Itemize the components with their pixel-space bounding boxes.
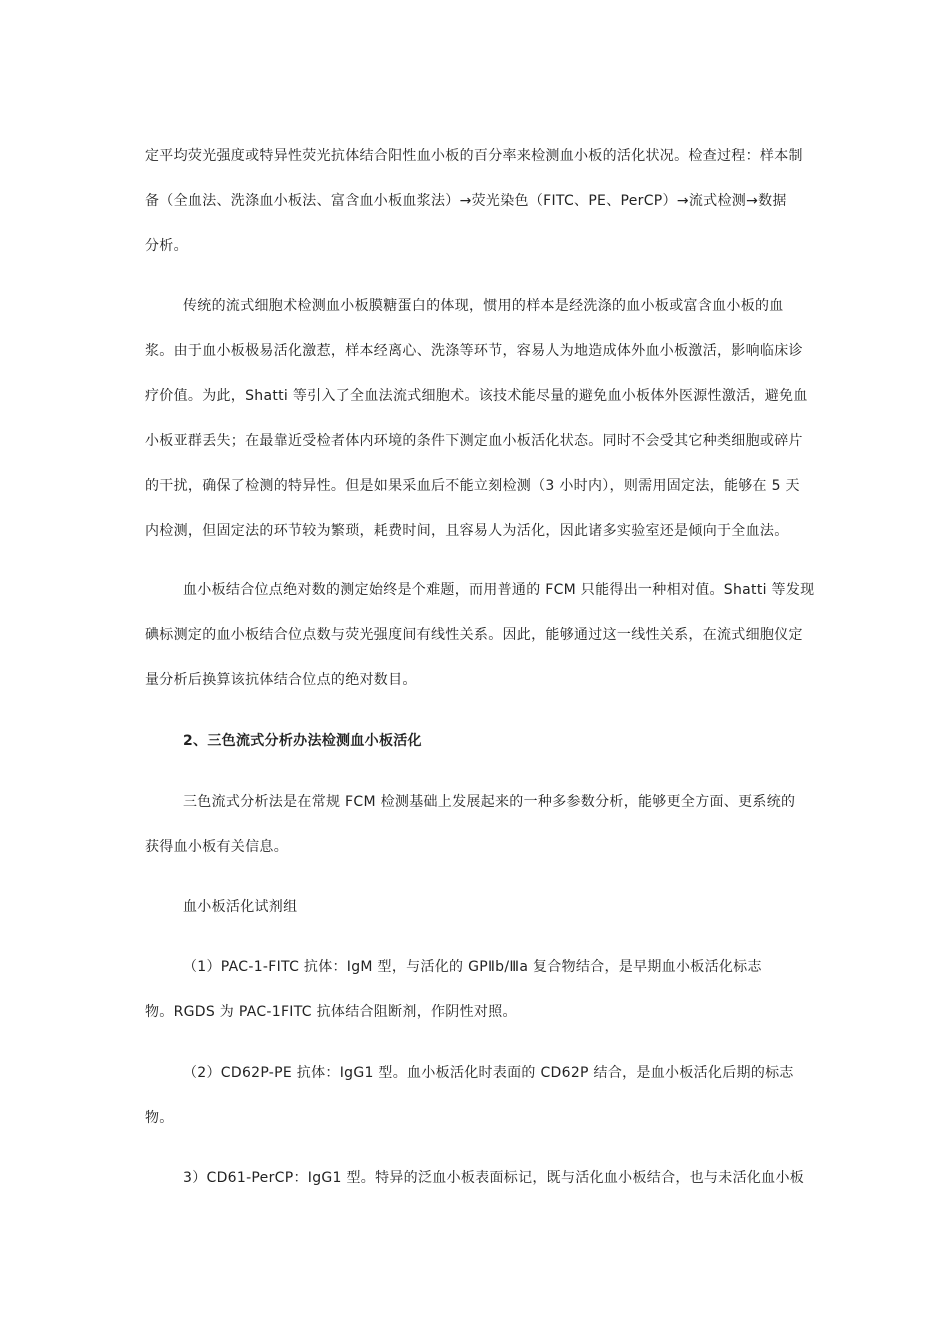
list-item-line: 3）CD61-PerCP：IgG1 型。特异的泛血小板表面标记，既与活化血小板结合，也与未活化血小板	[183, 1170, 805, 1186]
paragraph-line: 的干扰，确保了检测的特异性。但是如果采血后不能立刻检测（3 小时内），则需用固定法，能够在 5 天	[145, 478, 800, 494]
list-item-line: （2）CD62P-PE 抗体：IgG1 型。血小板活化时表面的 CD62P 结合，是血小板活化后期的标志	[183, 1065, 794, 1081]
paragraph-line: 量分析后换算该抗体结合位点的绝对数目。	[145, 672, 417, 688]
paragraph-line: 备（全血法、洗涤血小板法、富含血小板血浆法）→荧光染色（FITC、PE、PerCP）→流式检测→数据	[145, 193, 787, 209]
paragraph-line: 血小板结合位点绝对数的测定始终是个难题，而用普通的 FCM 只能得出一种相对值。Shatti 等发现	[183, 582, 815, 598]
list-item-line: 物。RGDS 为 PAC-1FITC 抗体结合阻断剂，作阴性对照。	[145, 1004, 517, 1020]
paragraph-line: 分析。	[145, 238, 188, 254]
paragraph-line: 定平均荧光强度或特异性荧光抗体结合阳性血小板的百分率来检测血小板的活化状况。检查过程：样本制	[145, 148, 803, 164]
list-item-line: 物。	[145, 1110, 174, 1126]
list-item-line: （1）PAC-1-FITC 抗体：IgM 型，与活化的 GPⅡb/Ⅲa 复合物结合，是早期血小板活化标志	[183, 959, 762, 975]
paragraph-line: 浆。由于血小板极易活化激惹，样本经离心、洗涤等环节，容易人为地造成体外血小板激活，影响临床诊	[145, 343, 803, 359]
paragraph-line: 内检测，但固定法的环节较为繁琐，耗费时间，且容易人为活化，因此诸多实验室还是倾向于全血法。	[145, 523, 789, 539]
paragraph-line: 碘标测定的血小板结合位点数与荧光强度间有线性关系。因此，能够通过这一线性关系，在流式细胞仪定	[145, 627, 803, 643]
paragraph-line: 小板亚群丢失；在最靠近受检者体内环境的条件下测定血小板活化状态。同时不会受其它种类细胞或碎片	[145, 433, 803, 449]
reagent-title: 血小板活化试剂组	[183, 899, 298, 915]
section-heading: 2、三色流式分析办法检测血小板活化	[183, 733, 422, 749]
paragraph-line: 疗价值。为此，Shatti 等引入了全血法流式细胞术。该技术能尽量的避免血小板体外医源性激活，避免血	[145, 388, 808, 404]
paragraph-line: 传统的流式细胞术检测血小板膜糖蛋白的体现，惯用的样本是经洗涤的血小板或富含血小板的血	[183, 298, 784, 314]
paragraph-line: 三色流式分析法是在常规 FCM 检测基础上发展起来的一种多参数分析，能够更全方面、更系统的	[183, 794, 796, 810]
paragraph-line: 获得血小板有关信息。	[145, 839, 288, 855]
